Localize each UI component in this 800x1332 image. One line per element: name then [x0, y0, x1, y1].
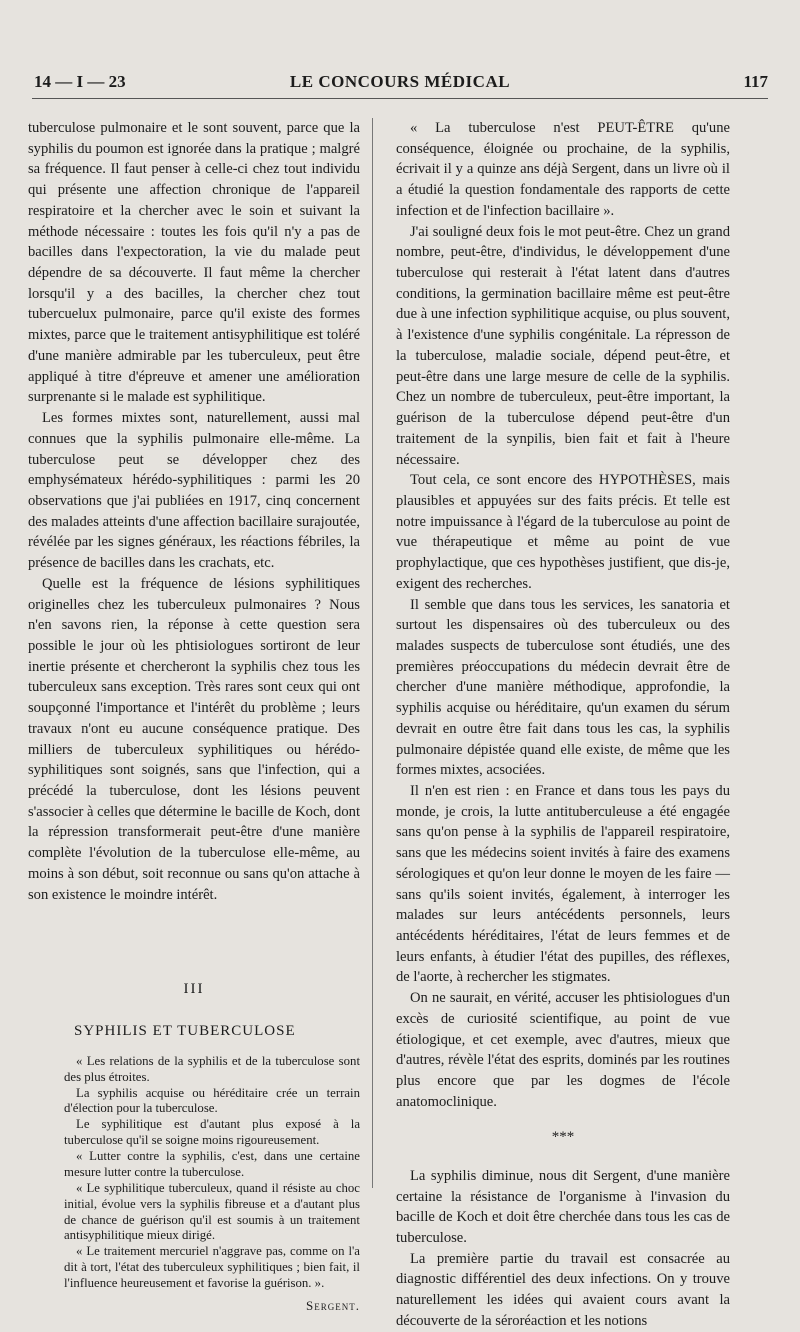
issue-date: 14 — I — 23: [34, 72, 126, 91]
quote-signature: Sergent.: [306, 1297, 360, 1313]
page-number: 117: [743, 72, 768, 91]
quote-line: « Le traitement mercuriel n'aggrave pas, comme on l'a dit à tort, l'état des tuberculeux syphilitiques ; bien fait, il l'influence heureusement et favorise la guérison. ».: [64, 1244, 360, 1290]
paragraph: Il n'en est rien : en France et dans tous les pays du monde, je crois, la lutte antituberculeuse a été engagée sans qu'on pense à la syphilis de l'appareil respiratoire, sans que les médecins soient invités à faire des examens sérologiques et qu'on leur donne le moyen de les faire — sans qu'ils soient invités, également, à interroger les malades sur leurs antécédents personnels, leurs antécédents héréditaires, l'état de leurs femmes et de leurs enfants, à étudier l'état des pupilles, des réflexes, de l'aorte, à rechercher les stigmates.: [396, 783, 730, 986]
right-column: [396, 118, 730, 1332]
paragraph: La syphilis diminue, nous dit Sergent, d'une manière certaine la résistance de l'organisme à l'invasion du bacille de Koch et doit être cherchée dans tous les cas de tuberculose.: [396, 1167, 730, 1246]
paragraph: tuberculose pulmonaire et le sont souvent, parce que la syphilis du poumon est ignorée dans la pratique ; malgré sa fréquence. Il faut penser à celle-ci chez tout individu qui présente une affection chronique de l'appareil respiratoire et la chercher avec le soin et suivant la méthode nécessaire : toutes les fois qu'il n'y a pas de bacilles dans l'expectoration, la vie du malade peut dépendre de sa découverte. Il faut même la chercher lorsqu'il y a des bacilles, la chercher chez tout tubercuelux pulmonaire, parce qu'il existe des formes mixtes, parce que le traitement antisyphilitique est toléré d'une manière admirable par les tuberculeux, peut être appliqué à titre d'épreuve et amener une amélioration surprenante si le malade est syphilitique.: [28, 120, 360, 406]
quote-line: « Le syphilitique tuberculeux, quand il résiste au choc initial, évolue vers la syphilis fibreuse et a d'autant plus de chance de guérison qu'il est soumis à un traitement antisyphilitique mieux dirigé.: [64, 1180, 360, 1243]
paragraph: Les formes mixtes sont, naturellement, aussi mal connues que la syphilis pulmonaire elle-même. La tuberculose peut se développer chez des emphysémateux hérédo-syphilitiques : parmi les 20 observations que j'ai publiées en 1917, cinq concernent des malades atteints d'une affection bacillaire surajoutée, révélée par les signes généraux, les réactions fébriles, la présence de bacilles dans les crachats, etc.: [28, 410, 360, 572]
sergent-quote: [64, 1054, 360, 1314]
column-divider: [372, 118, 373, 1188]
journal-title: LE CONCOURS MÉDICAL: [289, 72, 511, 91]
left-column: [28, 118, 360, 1314]
paragraph: J'ai souligné deux fois le mot peut-être. Chez un grand nombre, peut-être, d'individus, le développement d'une tuberculose qui resterait à l'état latent dans d'autres conditions, la germination bacillaire même est peut-être due à une infection syphilitique acquise, ou plus souvent, à l'existence d'une syphilis congénitale. La répresson de la tuberculose, maladie sociale, dépend peut-être, et peut-être dans une large mesure de celle de la syphilis. Chez un nombre de tuberculeux, peut-être important, la guérison de la tuberculose dépend peut-être d'un traitement de la synpilis, bien fait et fait à l'heure nécessaire.: [396, 223, 730, 468]
paragraph: « La tuberculose n'est PEUT-ÊTRE qu'une conséquence, éloignée ou prochaine, de la syphilis, écrivait il y a quinze ans déjà Sergent, dans un livre où il a étudié la question fondamentale des rapports de cette infection et de l'infection bacillaire ».: [396, 120, 730, 219]
paragraph: Quelle est la fréquence de lésions syphilitiques originelles chez les tuberculeux pulmonaires ? Nous n'en savons rien, la réponse à cette question sera possible le jour où les phtisiologues sortiront de leur inertie présente et chercheront la syphilis chez tous les tuberculeux sans exception. Très rares sont ceux qui ont soupçonné l'importance et l'intérêt du problème ; leurs travaux n'ont eu aucune conséquence pratique. Des milliers de tuberculeux syphilitiques ou hérédo-syphilitiques sont soignés, sans que l'infection, qui a précédé la tuberculose, dont les lésions peuvent s'associer à celles que détermine le bacille de Koch, dont la répression transformerait peut-être d'une manière complète l'évolution de la tuberculose elle-même, au moins à son début, soit reconnue ou sans qu'on attache à son existence le moindre intérêt.: [28, 575, 360, 903]
paragraph: On ne saurait, en vérité, accuser les phtisiologues d'un excès de curiosité scientifique, au point de vue étiologique, et cet exemple, avec d'autres, mieux que d'autres, révèle l'état des esprits, dominés par les routines plus encore que par les dogmes de l'école anatomoclinique.: [396, 990, 730, 1110]
section-title: SYPHILIS ET TUBERCULOSE: [74, 1022, 296, 1039]
quote-line: « Les relations de la syphilis et de la tuberculose sont des plus étroites.: [64, 1053, 360, 1084]
quote-line: « Lutter contre la syphilis, c'est, dans une certaine mesure lutter contre la tuberculose.: [64, 1149, 360, 1179]
paragraph: Il semble que dans tous les services, les sanatoria et surtout les dispensaires où des tuberculeux ou des malades suspects de tuberculose sont étudiés, une des premières préoccupations du médecin devrait être de chercher d'une manière méthodique, approfondie, la syphilis acquise ou héréditaire, qu'un examen du sérum devrait en outre être fait dans tous les cas, la syphilis pulmonaire dépistée quand elle existe, de même que les formes mixtes, acsociées.: [396, 596, 730, 779]
paragraph: La première partie du travail est consacrée au diagnostic différentiel des deux infections. On y trouve naturellement les idées qui avaient cours avant la découverte de la séroréaction et les notions: [396, 1250, 730, 1329]
section-break-stars: ***: [551, 1128, 575, 1145]
quote-line: Le syphilitique est d'autant plus exposé à la tuberculose qu'il se soigne moins rigoureusement.: [64, 1117, 360, 1148]
section-number: III: [183, 981, 205, 998]
header-rule: [32, 98, 768, 99]
quote-line: La syphilis acquise ou héréditaire crée un terrain d'élection pour la tuberculose.: [64, 1085, 360, 1116]
paragraph: Tout cela, ce sont encore des HYPOTHÈSES, mais plausibles et appuyées sur des faits précis. Et telle est notre impuissance à l'égard de la tuberculose au point de vue thérapeutique et même au point de vue prophylactique, que ces hypothèses justifient, que dis-je, exigent des recherches.: [396, 472, 730, 592]
running-header: [32, 72, 768, 96]
